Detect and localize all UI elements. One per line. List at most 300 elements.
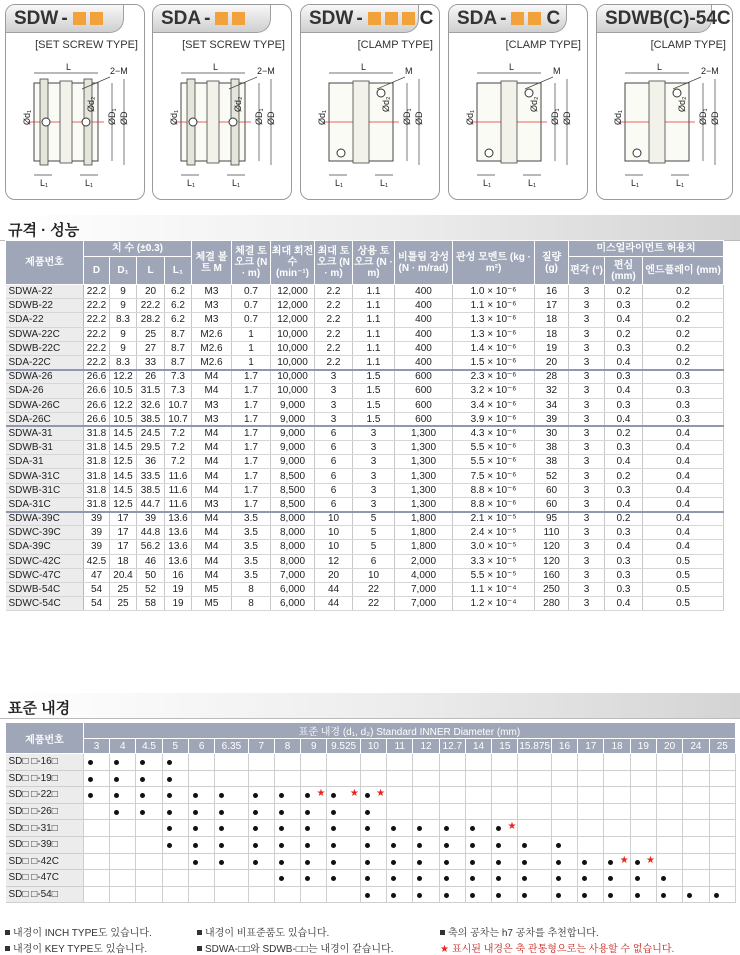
table-cell: 9: [110, 327, 137, 341]
bore-cell: [492, 853, 518, 870]
dot-icon: [365, 893, 370, 898]
star-icon: ★: [376, 788, 386, 800]
bore-cell: [551, 853, 577, 870]
table-cell: 8,000: [271, 512, 315, 526]
bore-cell: [274, 770, 300, 787]
diagram-label-d1: Ød₁: [465, 109, 475, 125]
table-cell: 0.4: [643, 497, 724, 511]
bore-diameter-header: 8: [274, 739, 300, 754]
table-cell: 31.8: [84, 497, 110, 511]
table-cell: 3: [569, 526, 605, 540]
bore-cell: [274, 886, 300, 903]
bore-cell: [301, 886, 327, 903]
bore-cell: [162, 853, 188, 870]
table-cell: 44.7: [137, 497, 165, 511]
part-number-cell: SDWA-39C: [6, 512, 84, 526]
table-cell: 27: [137, 341, 165, 355]
diagram-type-label: [CLAMP TYPE]: [505, 39, 581, 51]
bore-cell: [327, 770, 360, 787]
star-icon: ★: [507, 821, 517, 833]
table-cell: 10.7: [165, 412, 192, 426]
dot-icon: [496, 843, 501, 848]
part-number-cell: SDWB-22C: [6, 341, 84, 355]
bore-cell: [301, 853, 327, 870]
table-cell: 10,000: [271, 327, 315, 341]
table-cell: 32: [535, 384, 569, 398]
table-cell: 2.2: [315, 341, 353, 355]
note-same-bore: SDWA-□□와 SDWB-□□는 내경이 같습니다.: [197, 940, 394, 955]
bore-cell: [83, 870, 109, 887]
table-cell: 30: [535, 426, 569, 440]
bore-cell: [551, 803, 577, 820]
bore-diameter-header: 15: [492, 739, 518, 754]
bore-cell: [578, 886, 604, 903]
dot-icon: [444, 876, 449, 881]
table-cell: 47: [84, 568, 110, 582]
col-endplay: 엔드플레이 (mm): [643, 257, 724, 285]
dot-icon: [331, 876, 336, 881]
table-cell: M2.6: [192, 341, 232, 355]
part-number-cell: SDWA-31C: [6, 469, 84, 483]
table-cell: 0.2: [643, 313, 724, 327]
col-max-torque: 최대 토오크 (N · m): [315, 241, 353, 285]
spec-section-header: [0, 215, 740, 241]
table-cell: 0.4: [643, 483, 724, 497]
table-cell: 0.2: [605, 512, 643, 526]
bore-cell: [327, 754, 360, 771]
bore-diameter-header: 19: [630, 739, 656, 754]
table-cell: 19: [535, 341, 569, 355]
table-cell: 10: [315, 512, 353, 526]
table-cell: M4: [192, 441, 232, 455]
table-cell: 0.4: [643, 540, 724, 554]
table-cell: 39: [137, 512, 165, 526]
table-cell: M4: [192, 554, 232, 568]
dot-icon: [391, 893, 396, 898]
table-cell: 1,300: [395, 469, 453, 483]
table-cell: 14.5: [110, 483, 137, 497]
dot-icon: [305, 860, 310, 865]
table-cell: 0.2: [643, 327, 724, 341]
bore-part-cell: SD□ □-47C: [6, 870, 84, 887]
table-cell: 22: [353, 582, 395, 596]
bore-part-cell: SD□ □-39□: [6, 836, 84, 853]
star-icon: ★: [440, 944, 449, 955]
bore-cell: [83, 853, 109, 870]
col-dims-group: 치 수 (±0.3): [84, 241, 192, 257]
table-cell: 0.2: [605, 426, 643, 440]
dot-icon: [470, 876, 475, 881]
diagram-label-L1-right: L₁: [380, 178, 389, 188]
dot-icon: [331, 793, 336, 798]
bore-diameter-header: 18: [604, 739, 630, 754]
diagram-label-d1: Ød₁: [317, 109, 327, 125]
dot-icon: [305, 843, 310, 848]
bore-cell: [83, 754, 109, 771]
table-cell: 1.3 × 10⁻⁶: [453, 313, 535, 327]
bore-cell: [439, 870, 465, 887]
bore-cell: [110, 886, 136, 903]
table-row: [6, 820, 736, 837]
bore-cell: [360, 820, 386, 837]
table-cell: 13.6: [165, 554, 192, 568]
diagram-title: [153, 5, 271, 33]
bore-cell: [465, 787, 491, 804]
dot-icon: [331, 826, 336, 831]
table-cell: 6: [315, 455, 353, 469]
table-cell: 160: [535, 568, 569, 582]
table-cell: 10,000: [271, 384, 315, 398]
bore-cell: [604, 886, 630, 903]
table-cell: 26: [137, 370, 165, 384]
bore-cell: [188, 803, 214, 820]
bore-diameter-header: 6: [188, 739, 214, 754]
table-cell: 1.3 × 10⁻⁶: [453, 327, 535, 341]
bore-diameter-header: 5: [162, 739, 188, 754]
table-cell: 7.3: [165, 384, 192, 398]
table-cell: 7.2: [165, 426, 192, 440]
bore-cell: [551, 770, 577, 787]
table-cell: 54: [84, 582, 110, 596]
table-cell: 6.2: [165, 285, 192, 299]
dot-icon: [608, 860, 613, 865]
bore-cell: [162, 870, 188, 887]
table-cell: 3: [569, 455, 605, 469]
dot-icon: [582, 893, 587, 898]
table-cell: 8,500: [271, 469, 315, 483]
bore-cell: [248, 754, 274, 771]
table-cell: 0.3: [605, 483, 643, 497]
col-part-no: 제품번호: [6, 241, 84, 285]
bore-cell: [360, 754, 386, 771]
table-cell: 60: [535, 497, 569, 511]
bore-cell: [551, 787, 577, 804]
table-row: [6, 469, 724, 483]
coupling-drawing: [6, 55, 145, 195]
bore-table: [5, 722, 736, 903]
bore-diameter-header: 12.7: [439, 739, 465, 754]
bore-part-cell: SD□ □-54□: [6, 886, 84, 903]
dot-icon: [331, 860, 336, 865]
bore-cell: [110, 853, 136, 870]
table-row: [6, 512, 724, 526]
diagram-label-d2: Ød₂: [233, 96, 243, 112]
table-row: [6, 299, 724, 313]
bore-col-part-no: 제품번호: [6, 723, 84, 754]
table-cell: 2.4 × 10⁻⁵: [453, 526, 535, 540]
bore-cell: [413, 754, 439, 771]
part-number-cell: SDWA-26C: [6, 398, 84, 412]
table-cell: 22.2: [137, 299, 165, 313]
bore-cell: [215, 803, 248, 820]
bore-cell: [551, 820, 577, 837]
table-cell: 3: [569, 327, 605, 341]
table-cell: 3.5: [232, 512, 271, 526]
table-cell: 3: [353, 497, 395, 511]
table-cell: 120: [535, 540, 569, 554]
table-cell: 3: [569, 285, 605, 299]
bore-cell: [518, 754, 551, 771]
bore-cell: [709, 820, 735, 837]
table-cell: 1.1: [353, 299, 395, 313]
bore-cell: [630, 803, 656, 820]
bore-cell: [387, 886, 413, 903]
table-cell: 0.4: [643, 455, 724, 469]
table-cell: M3: [192, 398, 232, 412]
diagram-label-L1-right: L₁: [528, 178, 537, 188]
table-cell: 0.4: [643, 526, 724, 540]
table-cell: 0.3: [643, 412, 724, 426]
table-cell: 0.5: [643, 554, 724, 568]
bore-cell: [683, 870, 709, 887]
table-cell: 44.8: [137, 526, 165, 540]
bore-diameter-header: 15.875: [519, 740, 550, 752]
table-cell: 1.7: [232, 497, 271, 511]
bore-col-group: 표준 내경 (d₁, d₂) Standard INNER Diameter (mm): [83, 723, 735, 739]
table-cell: M3: [192, 299, 232, 313]
diagram-label-d1: Ød₁: [613, 109, 623, 125]
bore-cell: [683, 836, 709, 853]
table-cell: 17: [110, 526, 137, 540]
bore-part-cell: SD□ □-31□: [6, 820, 84, 837]
dot-icon: [219, 826, 224, 831]
table-row: [6, 355, 724, 369]
table-cell: 0.5: [643, 582, 724, 596]
diagram-label-L1-left: L₁: [631, 178, 640, 188]
diagram-label-d2: Ød₂: [529, 96, 539, 112]
bore-cell: [518, 803, 551, 820]
table-cell: 7,000: [395, 597, 453, 611]
table-cell: 3.0 × 10⁻⁵: [453, 540, 535, 554]
table-cell: 31.8: [84, 455, 110, 469]
table-cell: 0.4: [605, 497, 643, 511]
table-cell: 1.0 × 10⁻⁶: [453, 285, 535, 299]
table-cell: 600: [395, 412, 453, 426]
bore-cell: [465, 820, 491, 837]
dot-icon: [140, 793, 145, 798]
bore-diameter-header: 12: [413, 739, 439, 754]
table-cell: 22: [353, 597, 395, 611]
table-cell: 0.4: [605, 597, 643, 611]
bore-cell: [630, 820, 656, 837]
bore-cell: [387, 820, 413, 837]
table-cell: 9: [110, 299, 137, 313]
table-cell: 0.2: [605, 469, 643, 483]
table-row: [6, 313, 724, 327]
part-number-cell: SDA-26: [6, 384, 84, 398]
table-cell: 0.3: [643, 370, 724, 384]
table-cell: 12.2: [110, 370, 137, 384]
table-cell: 20: [137, 285, 165, 299]
bore-cell: [656, 770, 682, 787]
part-number-cell: SDWC-42C: [6, 554, 84, 568]
diagram-dash: -: [204, 8, 211, 29]
dot-icon: [167, 777, 172, 782]
dot-icon: [608, 893, 613, 898]
table-cell: 20: [535, 355, 569, 369]
table-cell: 0.4: [605, 412, 643, 426]
bore-cell: [683, 820, 709, 837]
table-cell: 3: [569, 426, 605, 440]
table-cell: 3: [569, 355, 605, 369]
table-cell: 52: [137, 582, 165, 596]
table-cell: 8.3: [110, 355, 137, 369]
table-cell: 0.4: [643, 512, 724, 526]
diagram-label-M: 2−M: [110, 66, 128, 76]
table-row: [6, 497, 724, 511]
table-cell: 0.4: [605, 313, 643, 327]
table-cell: 7.3: [165, 370, 192, 384]
part-number-cell: SDA-31: [6, 455, 84, 469]
bore-cell: [83, 820, 109, 837]
table-cell: 9,000: [271, 412, 315, 426]
table-cell: 7.2: [165, 441, 192, 455]
bore-cell: [248, 820, 274, 837]
part-number-cell: SDA-39C: [6, 540, 84, 554]
dot-icon: [365, 826, 370, 831]
table-cell: 17: [110, 540, 137, 554]
bore-cell: [248, 787, 274, 804]
table-cell: 13.6: [165, 512, 192, 526]
part-number-cell: SDWA-26: [6, 370, 84, 384]
coupling-drawing: [449, 55, 588, 195]
dot-icon: [253, 810, 258, 815]
table-cell: 22.2: [84, 285, 110, 299]
table-cell: M4: [192, 526, 232, 540]
bore-cell: [360, 886, 386, 903]
part-number-cell: SDA-31C: [6, 497, 84, 511]
diagram-card: [300, 4, 440, 200]
table-cell: 8,000: [271, 554, 315, 568]
table-cell: 8: [232, 582, 271, 596]
col-parallel: 편심 (mm): [605, 257, 643, 285]
bore-part-cell: SD□ □-19□: [6, 770, 84, 787]
diagram-label-d1: Ød₁: [22, 109, 32, 125]
coupling-drawing: [597, 55, 733, 195]
bore-cell: [683, 754, 709, 771]
table-cell: 400: [395, 313, 453, 327]
bore-cell: [604, 820, 630, 837]
coupling-drawing: [301, 55, 440, 195]
table-cell: 3: [315, 384, 353, 398]
bore-diameter-header: 7: [248, 739, 274, 754]
bore-cell: [136, 820, 162, 837]
bore-cell: [578, 787, 604, 804]
bore-cell: [551, 754, 577, 771]
table-cell: 0.4: [643, 469, 724, 483]
table-cell: 3: [569, 512, 605, 526]
bore-cell: [604, 836, 630, 853]
dot-icon: [114, 760, 119, 765]
bore-part-cell: SD□ □-42C: [6, 853, 84, 870]
diagram-label-M: 2−M: [701, 66, 719, 76]
bullet-square-icon: [5, 930, 10, 935]
table-row: [6, 384, 724, 398]
dot-icon: [279, 793, 284, 798]
table-cell: 14.5: [110, 441, 137, 455]
bore-cell: [215, 787, 248, 804]
table-cell: 38.5: [137, 412, 165, 426]
table-cell: 2,000: [395, 554, 453, 568]
part-number-cell: SDA-26C: [6, 412, 84, 426]
table-cell: 50: [137, 568, 165, 582]
table-cell: 0.3: [643, 398, 724, 412]
bore-cell: [215, 886, 248, 903]
table-cell: 10: [315, 526, 353, 540]
table-cell: 2.2: [315, 355, 353, 369]
dot-icon: [219, 860, 224, 865]
bore-cell: [492, 803, 518, 820]
bore-cell: [215, 820, 248, 837]
table-cell: 5.5 × 10⁻⁶: [453, 441, 535, 455]
dot-icon: [193, 826, 198, 831]
bore-cell: [518, 870, 551, 887]
bore-cell: [709, 770, 735, 787]
table-cell: 13.6: [165, 526, 192, 540]
table-cell: 60: [535, 483, 569, 497]
bore-cell: [110, 787, 136, 804]
diagram-prefix: SDA: [457, 8, 498, 29]
part-number-cell: SDWC-39C: [6, 526, 84, 540]
bore-cell: [327, 836, 360, 853]
dot-icon: [582, 860, 587, 865]
table-cell: 19: [165, 582, 192, 596]
table-cell: 0.3: [605, 582, 643, 596]
bore-cell: [439, 886, 465, 903]
bore-cell: [215, 754, 248, 771]
table-cell: 10.5: [110, 384, 137, 398]
part-number-cell: SDWB-31C: [6, 483, 84, 497]
bore-cell: [188, 820, 214, 837]
table-cell: 31.8: [84, 469, 110, 483]
bore-cell: [387, 803, 413, 820]
table-cell: 1.5: [353, 398, 395, 412]
table-cell: 24.5: [137, 426, 165, 440]
table-cell: 3.9 × 10⁻⁶: [453, 412, 535, 426]
table-cell: 8.8 × 10⁻⁶: [453, 483, 535, 497]
dot-icon: [114, 777, 119, 782]
table-cell: 31.8: [84, 441, 110, 455]
bore-cell: [360, 770, 386, 787]
bore-cell: [656, 853, 682, 870]
bore-diameter-header: 16: [551, 739, 577, 754]
table-cell: 34: [535, 398, 569, 412]
bore-cell: [327, 870, 360, 887]
bore-cell: [248, 853, 274, 870]
table-cell: 26.6: [84, 384, 110, 398]
bore-cell: [551, 886, 577, 903]
part-number-cell: SDA-22: [6, 313, 84, 327]
table-cell: 20.4: [110, 568, 137, 582]
bore-diameter-header: 25: [709, 739, 735, 754]
table-cell: 1.5: [353, 412, 395, 426]
table-cell: 5: [353, 512, 395, 526]
dot-icon: [444, 826, 449, 831]
bore-cell: [188, 853, 214, 870]
table-cell: M5: [192, 582, 232, 596]
dot-icon: [496, 893, 501, 898]
table-cell: 1,300: [395, 455, 453, 469]
bore-cell: [604, 870, 630, 887]
part-number-cell: SDWC-47C: [6, 568, 84, 582]
table-cell: 0.3: [605, 299, 643, 313]
table-cell: 3.4 × 10⁻⁶: [453, 398, 535, 412]
table-cell: 3.5: [232, 568, 271, 582]
table-cell: 280: [535, 597, 569, 611]
table-cell: 9: [110, 285, 137, 299]
bore-cell: [360, 803, 386, 820]
table-row: [6, 483, 724, 497]
